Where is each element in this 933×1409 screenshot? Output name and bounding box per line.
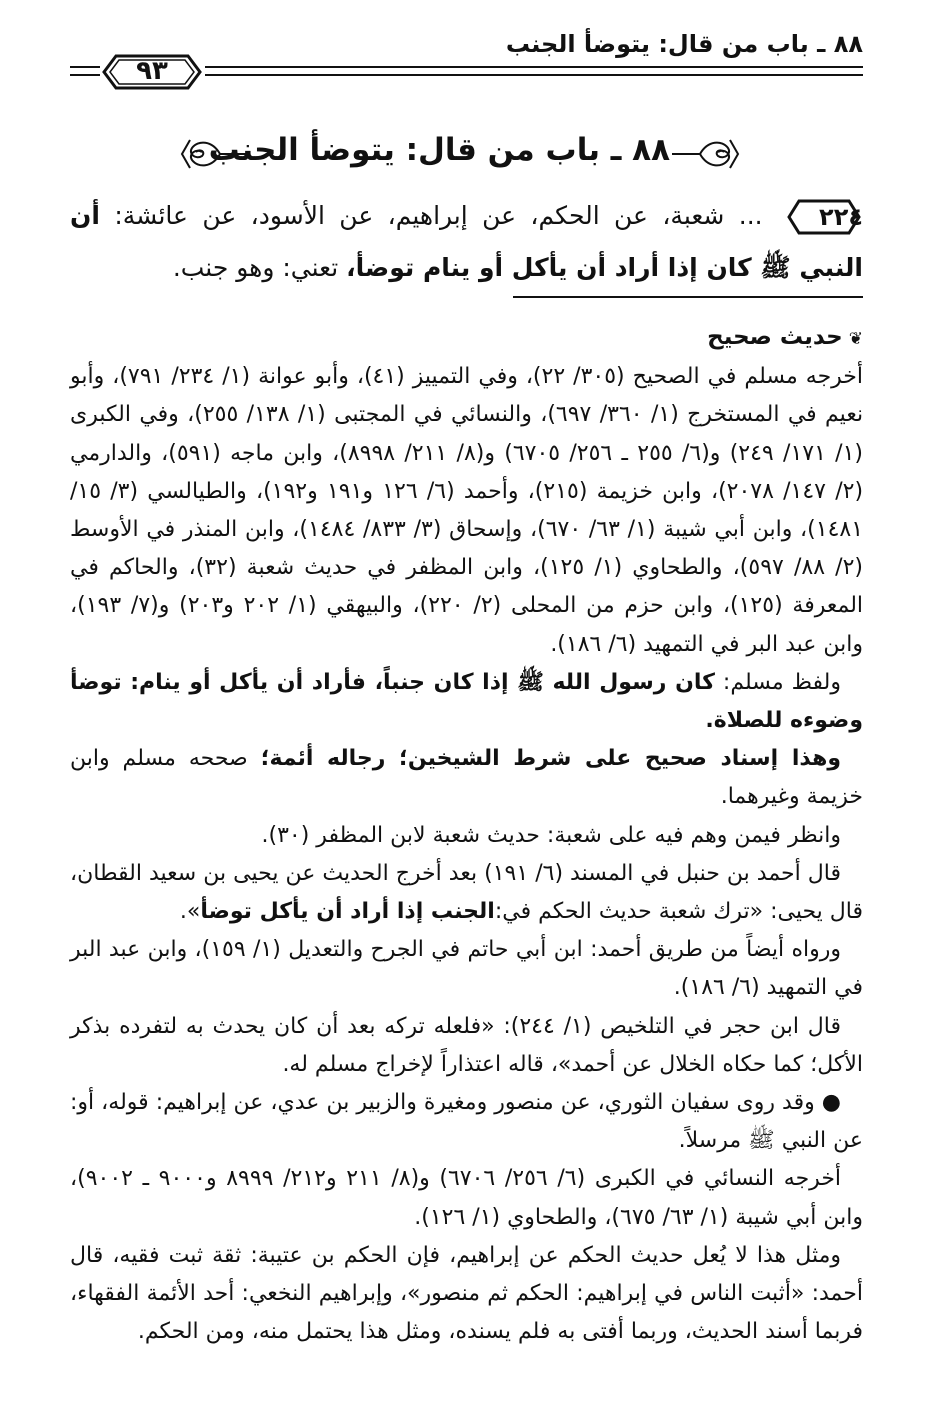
muslim-wording-text: كان رسول الله ﷺ إذا كان جنباً، فأراد أن يأكل أو ينام: توضأ وضوءه للصلاة.	[70, 669, 863, 734]
header-rule	[70, 74, 100, 76]
section-divider	[513, 296, 863, 298]
ahmad-quote-end: ».	[179, 899, 201, 925]
page-number-badge	[100, 50, 204, 94]
chapter-title: ٨٨ ـ باب من قال: يتوضأ الجنب	[208, 132, 670, 168]
header-rule	[205, 66, 863, 68]
commentary-section	[70, 318, 863, 1351]
isnad-grade-rest: صححه مسلم وابن خزيمة وغيرهما.	[70, 746, 863, 810]
ahmad-quote-bold: الجنب إذا أراد أن يأكل توضأ	[200, 899, 495, 925]
header-rule	[205, 74, 863, 76]
page-number: ٩٣	[136, 56, 168, 86]
nasai-paragraph: أخرجه النسائي في الكبرى (٦/ ٢٥٦/ ٦٧٠٦) و(٨/ ٢١١ و٢١٢/ ٨٩٩٩ و٩٠٠٠ ـ ٩٠٠٢)، وابن أبي شيبة (١/ ٦٣/ ٦٧٥)، والطحاوي (١/ ١٢٦).	[70, 1166, 863, 1230]
ibn-hajar-paragraph: قال ابن حجر في التلخيص (١/ ٢٤٤): «فلعله تركه بعد أن كان يحدث به لتفرده بذكر الأكل؛ كما حكاه الخلال عن أحمد»، قاله اعتذاراً لإخراج مسلم له.	[70, 1013, 863, 1077]
isnad-grade-text: وهذا إسناد صحيح على شرط الشيخين؛ رجاله أئمة؛	[260, 746, 842, 772]
hadith-text	[70, 190, 863, 294]
hadith-number: ٢٢٤	[819, 203, 863, 231]
see-also-paragraph: وانظر فيمن وهم فيه على شعبة: حديث شعبة لابن المظفر (٣٠).	[261, 822, 841, 848]
hadith-tail: تعني: وهو جنب.	[172, 253, 339, 282]
running-header-title: ٨٨ ـ باب من قال: يتوضأ الجنب	[505, 30, 863, 58]
hadith-matn: أن النبي ﷺ كان إذا أراد أن يأكل أو ينام توضأ،	[70, 201, 863, 282]
thawri-paragraph	[70, 1084, 863, 1160]
muslim-wording-lead: ولفظ مسلم:	[722, 669, 841, 695]
header-rule	[70, 66, 100, 68]
ahmad-quote-paragraph	[70, 855, 863, 931]
chapter-heading	[180, 130, 740, 180]
ornament-left-icon	[180, 134, 250, 174]
muslim-wording-paragraph	[70, 664, 863, 740]
ahmad-quote-lead: قال أحمد بن حنبل في المسند (٦/ ١٩١) بعد أخرج الحديث عن يحيى بن سعيد القطان، قال يحيى: «ترك شعبة حديث الحكم في:	[70, 860, 863, 925]
takhrij-paragraph: أخرجه مسلم في الصحيح (٣٠٥/ ٢٢)، وفي التمييز (٤١)، وأبو عوانة (١/ ٢٣٤/ ٧٩١)، وأبو نعيم في المستخرج (١/ ٣٦٠/ ٦٩٧)، والنسائي في المجتبى (١/ ١٣٨/ ٢٥٥)، وفي الكبرى (١/ ١٧١/ ٢٤٩) و(٦/ ٢٥٥ ـ ٢٥٦/ ٦٧٠٥) و(٨/ ٢١١/ ٨٩٩٨)، وابن ماجه (٥٩١)، والدارمي (٢/ ١٤٧/ ٢٠٧٨)، وابن خزيمة (٢١٥)، وأحمد (٦/ ١٢٦ و١٩١ و١٩٢)، والطيالسي (٣/ ١٥/ ١٤٨١)، وابن أبي شيبة (١/ ٦٣/ ٦٧٠)، وإسحاق (٣/ ٨٣٣/ ١٤٨٤)، وابن المنذر في الأوسط (٢/ ٨٨/ ٥٩٧)، والطحاوي (١/ ١٢٥)، وابن المظفر في حديث شعبة (٣٢)، والحاكم في المعرفة (١٢٥)، وابن حزم من المحلى (٢/ ٢٢٠)، والبيهقي (١/ ٢٠٢ و٢٠٣) و(٧/ ١٩٣)، وابن عبد البر في التمهيد (٦/ ١٨٦).	[70, 364, 864, 657]
ornament-right-icon	[670, 134, 740, 174]
hadith-isnad: ... شعبة، عن الحكم، عن إبراهيم، عن الأسود، عن عائشة:	[114, 201, 763, 230]
narration-paragraph: ورواه أيضاً من طريق أحمد: ابن أبي حاتم في الجرح والتعديل (١/ ١٥٩)، وابن عبد البر في التمهيد (٦/ ١٨٦).	[70, 937, 863, 1001]
grade-line	[70, 318, 863, 358]
hadith-grade: حديث صحيح	[707, 324, 843, 350]
isnad-grade-paragraph	[70, 740, 863, 816]
conclusion-paragraph: ومثل هذا لا يُعل حديث الحكم عن إبراهيم، فإن الحكم بن عتيبة: ثقة ثبت فقيه، قال أحمد: «أثبت الناس في إبراهيم: الحكم ثم منصور»، وإبراهيم النخعي: أحد الأئمة الفقهاء، فربما أسند الحديث، وربما أفتى به فلم يسنده، ومثل هذا يحتمل منه، ومن الحكم.	[70, 1242, 863, 1345]
hadith-number-badge	[785, 197, 863, 237]
thawri-text: وقد روى سفيان الثوري، عن منصور ومغيرة والزبير بن عدي، عن إبراهيم: قوله، أو: عن النبي ﷺ مرسلاً.	[70, 1090, 863, 1154]
bullet-icon: ●	[821, 1090, 842, 1116]
book-icon: ❦	[848, 329, 863, 349]
